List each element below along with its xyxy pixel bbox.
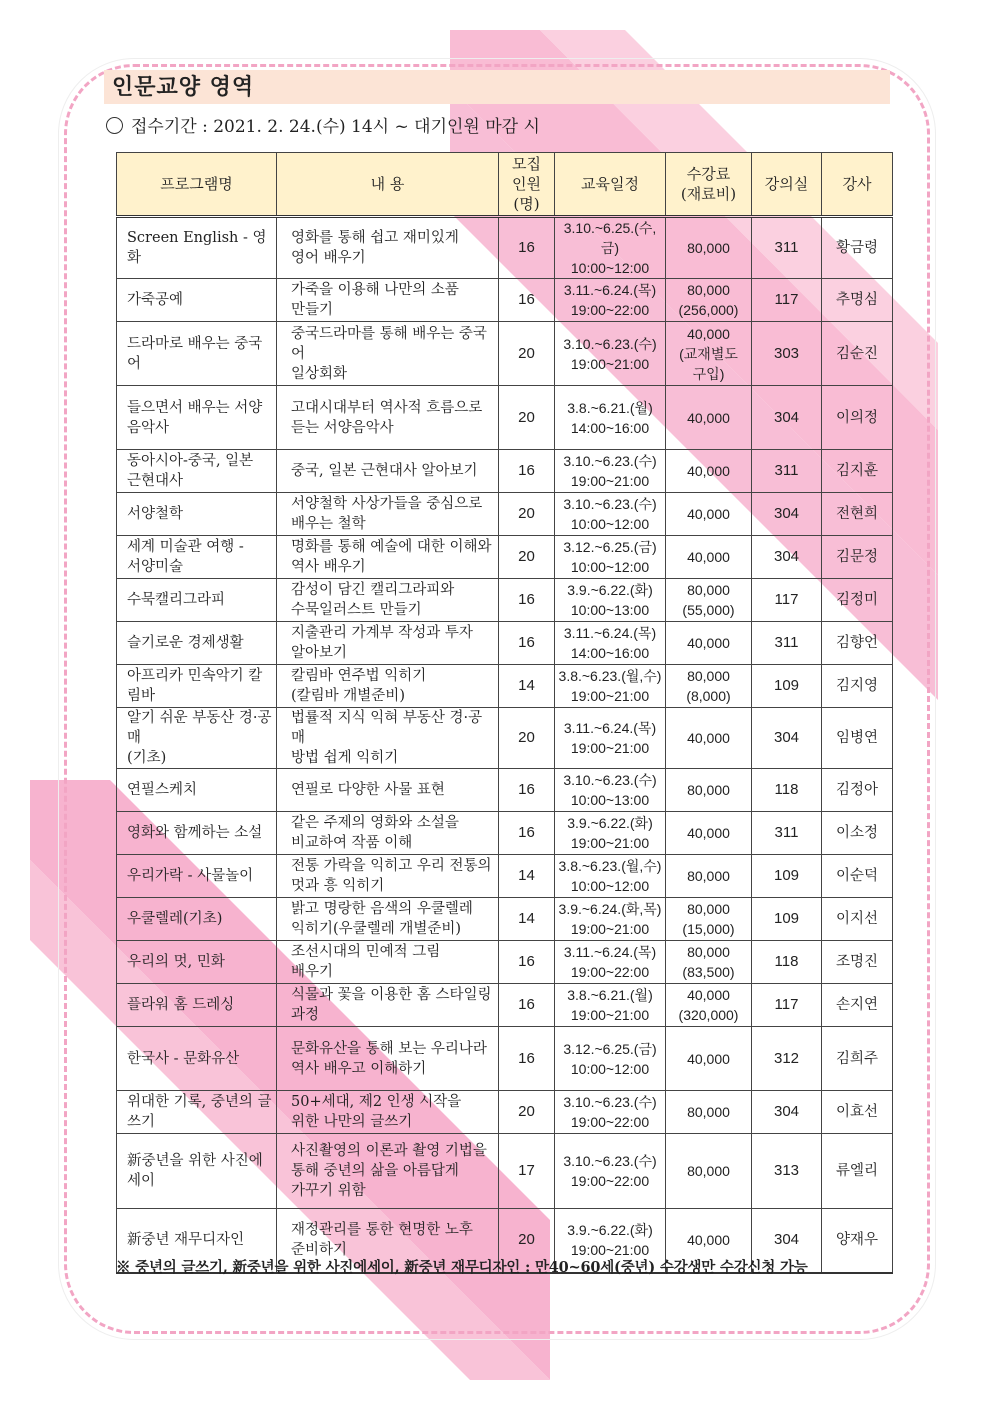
instructor: 전현희: [822, 493, 893, 536]
schedule: 3.10.~6.23.(수) 10:00~13:00: [555, 769, 666, 812]
instructor: 류엘리: [822, 1134, 893, 1209]
program-name: 가죽공예: [117, 279, 277, 322]
program-content: 같은 주제의 영화와 소설을 비교하여 작품 이해: [277, 812, 499, 855]
fee: 80,000: [666, 855, 752, 898]
fee: 80,000: [666, 1091, 752, 1134]
header-teacher: 강사: [822, 153, 893, 217]
program-name: Screen English - 영화: [117, 217, 277, 279]
program-name: 세계 미술관 여행 - 서양미술: [117, 536, 277, 579]
program-content: 감성이 담긴 캘리그라피와 수묵일러스트 만들기: [277, 579, 499, 622]
fee: 40,000: [666, 1209, 752, 1273]
enrollment-count: 16: [499, 769, 555, 812]
enrollment-count: 20: [499, 1209, 555, 1273]
program-content: 식물과 꽃을 이용한 홈 스타일링 과정: [277, 984, 499, 1027]
table-row: [117, 665, 893, 708]
enrollment-count: 16: [499, 1027, 555, 1091]
enrollment-count: 17: [499, 1134, 555, 1209]
enrollment-count: 14: [499, 855, 555, 898]
schedule: 3.8.~6.23.(월,수) 10:00~12:00: [555, 855, 666, 898]
classroom: 313: [752, 1134, 822, 1209]
header-content: 내 용: [277, 153, 499, 217]
fee: 40,000: [666, 536, 752, 579]
instructor: 황금령: [822, 217, 893, 279]
table-row: [117, 1134, 893, 1209]
enrollment-count: 16: [499, 579, 555, 622]
program-name: 한국사 - 문화유산: [117, 1027, 277, 1091]
program-name: 우쿨렐레(기초): [117, 898, 277, 941]
table-row: [117, 708, 893, 769]
program-content: 칼림바 연주법 익히기 (칼림바 개별준비): [277, 665, 499, 708]
instructor: 이소정: [822, 812, 893, 855]
classroom: 117: [752, 579, 822, 622]
enrollment-count: 16: [499, 450, 555, 493]
classroom: 117: [752, 279, 822, 322]
application-period: [106, 114, 540, 140]
program-content: 명화를 통해 예술에 대한 이해와 역사 배우기: [277, 536, 499, 579]
schedule: 3.9.~6.22.(화) 19:00~21:00: [555, 812, 666, 855]
program-content: 전통 가락을 익히고 우리 전통의 멋과 흥 익히기: [277, 855, 499, 898]
instructor: 김지훈: [822, 450, 893, 493]
fee: 80,000 (55,000): [666, 579, 752, 622]
program-name: 新중년을 위한 사진에세이: [117, 1134, 277, 1209]
header-room: 강의실: [752, 153, 822, 217]
program-content: 밝고 명랑한 음색의 우쿨렐레 익히기(우쿨렐레 개별준비): [277, 898, 499, 941]
enrollment-count: 20: [499, 1091, 555, 1134]
fee: 40,000 (320,000): [666, 984, 752, 1027]
fee: 40,000: [666, 622, 752, 665]
program-table: [116, 152, 893, 1274]
classroom: 304: [752, 1091, 822, 1134]
classroom: 311: [752, 450, 822, 493]
table-row: [117, 622, 893, 665]
classroom: 304: [752, 1209, 822, 1273]
fee: 80,000: [666, 217, 752, 279]
enrollment-count: 20: [499, 386, 555, 450]
schedule: 3.10.~6.23.(수) 19:00~21:00: [555, 322, 666, 386]
schedule: 3.11.~6.24.(목) 19:00~21:00: [555, 708, 666, 769]
schedule: 3.11.~6.24.(목) 14:00~16:00: [555, 622, 666, 665]
enrollment-count: 16: [499, 984, 555, 1027]
classroom: 109: [752, 898, 822, 941]
program-name: 新중년 재무디자인: [117, 1209, 277, 1273]
fee: 40,000: [666, 812, 752, 855]
table-row: [117, 579, 893, 622]
schedule: 3.10.~6.25.(수,금) 10:00~12:00: [555, 217, 666, 279]
program-content: 재정관리를 통한 현명한 노후 준비하기: [277, 1209, 499, 1273]
enrollment-count: 20: [499, 536, 555, 579]
program-name: 우리의 멋, 민화: [117, 941, 277, 984]
classroom: 304: [752, 536, 822, 579]
table-row: [117, 450, 893, 493]
fee: 80,000 (83,500): [666, 941, 752, 984]
table-row: [117, 855, 893, 898]
program-name: 플라워 홈 드레싱: [117, 984, 277, 1027]
table-row: [117, 322, 893, 386]
instructor: 이의정: [822, 386, 893, 450]
enrollment-count: 14: [499, 898, 555, 941]
classroom: 312: [752, 1027, 822, 1091]
table-row: [117, 898, 893, 941]
schedule: 3.9.~6.24.(화,목) 19:00~21:00: [555, 898, 666, 941]
table-row: [117, 217, 893, 279]
program-content: 법률적 지식 익혀 부동산 경·공매 방법 쉽게 익히기: [277, 708, 499, 769]
instructor: 김지영: [822, 665, 893, 708]
schedule: 3.10.~6.23.(수) 10:00~12:00: [555, 493, 666, 536]
table-row: [117, 1091, 893, 1134]
instructor: 김향언: [822, 622, 893, 665]
table-row: [117, 941, 893, 984]
header-schedule: 교육일정: [555, 153, 666, 217]
schedule: 3.12.~6.25.(금) 10:00~12:00: [555, 1027, 666, 1091]
enrollment-count: 16: [499, 812, 555, 855]
fee: 40,000: [666, 1027, 752, 1091]
classroom: 109: [752, 665, 822, 708]
table-row: [117, 279, 893, 322]
program-name: 수묵캘리그라피: [117, 579, 277, 622]
program-content: 서양철학 사상가들을 중심으로 배우는 철학: [277, 493, 499, 536]
classroom: 304: [752, 386, 822, 450]
instructor: 이지선: [822, 898, 893, 941]
program-content: 영화를 통해 쉽고 재미있게 영어 배우기: [277, 217, 499, 279]
period-text: 접수기간 : 2021. 2. 24.(수) 14시 ~ 대기인원 마감 시: [131, 117, 540, 137]
instructor: 추명심: [822, 279, 893, 322]
fee: 80,000 (256,000): [666, 279, 752, 322]
circle-bullet-icon: [106, 117, 123, 134]
program-name: 들으면서 배우는 서양음악사: [117, 386, 277, 450]
program-name: 알기 쉬운 부동산 경·공매 (기초): [117, 708, 277, 769]
table-header-row: [117, 153, 893, 217]
schedule: 3.10.~6.23.(수) 19:00~22:00: [555, 1091, 666, 1134]
fee: 80,000 (8,000): [666, 665, 752, 708]
header-count: 모집 인원 (명): [499, 153, 555, 217]
table-row: [117, 812, 893, 855]
fee: 80,000: [666, 1134, 752, 1209]
program-name: 슬기로운 경제생활: [117, 622, 277, 665]
instructor: 임병연: [822, 708, 893, 769]
enrollment-count: 20: [499, 708, 555, 769]
table-row: [117, 493, 893, 536]
program-name: 연필스케치: [117, 769, 277, 812]
classroom: 304: [752, 708, 822, 769]
instructor: 이순덕: [822, 855, 893, 898]
schedule: 3.8.~6.21.(월) 14:00~16:00: [555, 386, 666, 450]
table-row: [117, 386, 893, 450]
eligibility-note: ※ 중년의 글쓰기, 新중년을 위한 사진에세이, 新중년 재무디자인 : 만40~60세(중년) 수강생만 수강신청 가능: [116, 1259, 808, 1276]
program-content: 사진촬영의 이론과 촬영 기법을 통해 중년의 삶을 아름답게 가꾸기 위함: [277, 1134, 499, 1209]
schedule: 3.8.~6.23.(월,수) 19:00~21:00: [555, 665, 666, 708]
classroom: 311: [752, 217, 822, 279]
instructor: 김정미: [822, 579, 893, 622]
table-row: [117, 536, 893, 579]
program-name: 영화와 함께하는 소설: [117, 812, 277, 855]
schedule: 3.9.~6.22.(화) 19:00~21:00: [555, 1209, 666, 1273]
instructor: 김순진: [822, 322, 893, 386]
program-content: 지출관리 가계부 작성과 투자 알아보기: [277, 622, 499, 665]
program-content: 중국드라마를 통해 배우는 중국어 일상회화: [277, 322, 499, 386]
table-row: [117, 1027, 893, 1091]
table-row: [117, 769, 893, 812]
header-program: 프로그램명: [117, 153, 277, 217]
enrollment-count: 16: [499, 622, 555, 665]
classroom: 118: [752, 769, 822, 812]
fee: 40,000: [666, 493, 752, 536]
schedule: 3.8.~6.21.(월) 19:00~21:00: [555, 984, 666, 1027]
schedule: 3.10.~6.23.(수) 19:00~21:00: [555, 450, 666, 493]
enrollment-count: 16: [499, 279, 555, 322]
enrollment-count: 16: [499, 217, 555, 279]
program-name: 동아시아-중국, 일본 근현대사: [117, 450, 277, 493]
section-title: 인문교양 영역: [104, 70, 890, 104]
instructor: 김문정: [822, 536, 893, 579]
instructor: 손지연: [822, 984, 893, 1027]
classroom: 109: [752, 855, 822, 898]
instructor: 김희주: [822, 1027, 893, 1091]
program-name: 드라마로 배우는 중국어: [117, 322, 277, 386]
program-content: 중국, 일본 근현대사 알아보기: [277, 450, 499, 493]
program-content: 50+세대, 제2 인생 시작을 위한 나만의 글쓰기: [277, 1091, 499, 1134]
classroom: 311: [752, 622, 822, 665]
fee: 80,000 (15,000): [666, 898, 752, 941]
program-content: 연필로 다양한 사물 표현: [277, 769, 499, 812]
schedule: 3.9.~6.22.(화) 10:00~13:00: [555, 579, 666, 622]
instructor: 조명진: [822, 941, 893, 984]
program-name: 아프리카 민속악기 칼림바: [117, 665, 277, 708]
program-name: 위대한 기록, 중년의 글쓰기: [117, 1091, 277, 1134]
header-fee: 수강료 (재료비): [666, 153, 752, 217]
schedule: 3.11.~6.24.(목) 19:00~22:00: [555, 279, 666, 322]
fee: 40,000 (교재별도 구입): [666, 322, 752, 386]
schedule: 3.10.~6.23.(수) 19:00~22:00: [555, 1134, 666, 1209]
program-content: 가죽을 이용해 나만의 소품 만들기: [277, 279, 499, 322]
enrollment-count: 20: [499, 322, 555, 386]
program-name: 서양철학: [117, 493, 277, 536]
schedule: 3.12.~6.25.(금) 10:00~12:00: [555, 536, 666, 579]
fee: 80,000: [666, 769, 752, 812]
classroom: 117: [752, 984, 822, 1027]
enrollment-count: 20: [499, 493, 555, 536]
program-content: 조선시대의 민예적 그림 배우기: [277, 941, 499, 984]
fee: 40,000: [666, 386, 752, 450]
program-content: 고대시대부터 역사적 흐름으로 듣는 서양음악사: [277, 386, 499, 450]
instructor: 김정아: [822, 769, 893, 812]
classroom: 303: [752, 322, 822, 386]
program-content: 문화유산을 통해 보는 우리나라 역사 배우고 이해하기: [277, 1027, 499, 1091]
program-name: 우리가락 - 사물놀이: [117, 855, 277, 898]
schedule: 3.11.~6.24.(목) 19:00~22:00: [555, 941, 666, 984]
table-row: [117, 984, 893, 1027]
enrollment-count: 16: [499, 941, 555, 984]
fee: 40,000: [666, 708, 752, 769]
instructor: 양재우: [822, 1209, 893, 1273]
classroom: 311: [752, 812, 822, 855]
enrollment-count: 14: [499, 665, 555, 708]
fee: 40,000: [666, 450, 752, 493]
instructor: 이효선: [822, 1091, 893, 1134]
classroom: 118: [752, 941, 822, 984]
classroom: 304: [752, 493, 822, 536]
